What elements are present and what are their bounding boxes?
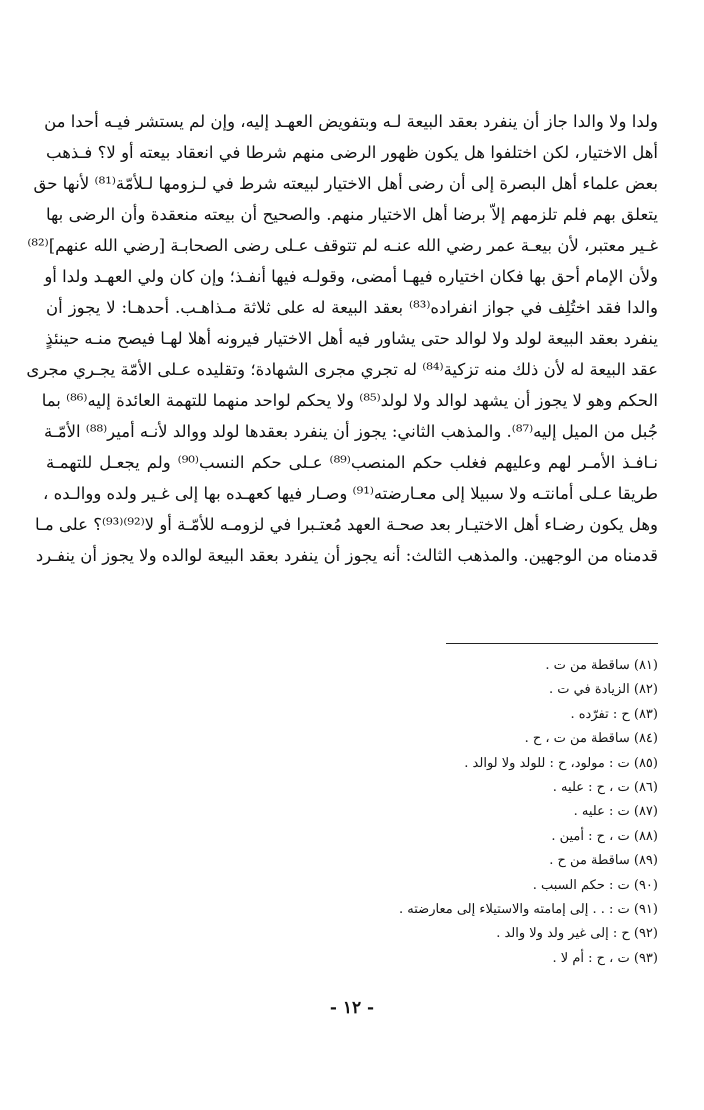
text-line-3: بعض علماء أهل البصرة إلى أن رضى أهل الاختيار لبيعته شرط في لـزومها لـلأمّة⁽⁸¹⁾ لأنها حق (33, 174, 658, 193)
text-line-10: الحكم وهو لا يجوز أن يشهد لوالد ولا لولد⁽⁸⁵⁾ ولا يحكم لواحد منهما للتهمة العائدة إليه⁽⁸⁶⁾ بما (41, 391, 658, 410)
footnote-92: (٩٢) ح : إلى غير ولد ولا والد . (496, 926, 658, 942)
text-line-11: جُبل من الميل إليه⁽⁸⁷⁾. والمذهب الثاني: يجوز أن ينفرد بعقدها لولد ووالد لأنـه أمير⁽⁸⁸⁾ الأمّـة (44, 422, 658, 441)
text-line-4: يتعلق بهم فلم تلزمهم إلاّ برضا أهل الاختيار منهم. والصحيح أن بيعته منعقدة وأن الرضى بها (46, 205, 658, 224)
text-line-14: وهل يكون رضـاء أهل الاختيـار بعد صحـة العهد مُعتـبرا في لزومـه للأمّـة أو لا⁽⁹²⁾⁽⁹³⁾؟ على مـا (34, 515, 658, 534)
text-line-2: أهل الاختيار، لكن اختلفوا هل يكون ظهور الرضى منهم شرطا في انعقاد بيعته أو لا؟ فـذهب (46, 143, 658, 162)
footnote-81: (٨١) ساقطة من ت . (545, 658, 658, 673)
footnote-85: (٨٥) ت : مولود، ح : للولد ولا لوالد . (464, 755, 658, 771)
footnote-89: (٨٩) ساقطة من ح . (549, 853, 658, 869)
text-line-13: طريقا عـلى أمانتـه ولا سبيلا إلى معـارضته⁽⁹¹⁾ وصـار فيها كعهـده بها إلى غـير ولده ووالـده ، (43, 484, 658, 503)
footnotes-list (46, 654, 658, 971)
text-line-1: ولدا ولا والدا جاز أن ينفرد بعقد البيعة لـه وبتفويض العهـد إليه، وإن لم يستشر فيـه أحدا من (44, 112, 658, 131)
main-text (26, 106, 659, 571)
text-line-8: ينفرد بعقد البيعة لولد ولا لوالد حتى يشاور فيه أهل الاختيار فيرونه أهلا لهـا فيصح منـه حينئذٍ (45, 329, 658, 348)
footnote-88: (٨٨) ت ، ح : أمين . (551, 828, 658, 844)
footnote-87: (٨٧) ت : عليه . (573, 804, 658, 820)
text-line-6: ولأن الإمام أحق بها فكان اختياره فيهـا أمضى، وقولـه فيها أنفـذ؛ وإن كان ولي العهـد ولدا أو (44, 267, 658, 286)
footnote-91: (٩١) ت : . . إلى إمامته والاستيلاء إلى معارضته . (399, 901, 658, 917)
footnote-82: (٨٢) الزيادة في ت . (549, 682, 658, 698)
footnote-83: (٨٣) ح : تفرّده . (570, 706, 658, 722)
footnote-86: (٨٦) ت ، ح : عليه . (552, 779, 658, 795)
text-line-5: غـير معتبر، لأن بيعـة عمر رضي الله عنـه لم تتوقف عـلى رضى الصحابـة [رضي الله عنهم]⁽⁸²⁾ (27, 236, 658, 255)
footnote-93: (٩٣) ت ، ح : أم لا . (552, 950, 658, 966)
footnote-divider (446, 643, 658, 644)
footnote-90: (٩٠) ت : حكم السبب . (532, 877, 658, 893)
text-line-12: نـافـذ الأمـر لهم وعليهم فغلب حكم المنصب⁽⁸⁹⁾ عـلى حكم النسب⁽⁹⁰⁾ ولم يجعـل للتهمـة (46, 453, 659, 472)
page-number: - ١٢ - (329, 998, 375, 1018)
footnote-84: (٨٤) ساقطة من ت ، ح . (524, 731, 658, 747)
text-line-15: قدمناه من الوجهين. والمذهب الثالث: أنه يجوز أن ينفرد بعقد البيعة لوالده ولا يجوز أن ينفـرد (35, 546, 658, 565)
text-line-7: والدا فقد اختُلِف في جواز انفراده⁽⁸³⁾ بعقد البيعة له على ثلاثة مـذاهـب. أحدهـا: لا يجوز أن (46, 298, 659, 317)
text-line-9: عقد البيعة له لأن ذلك منه تزكية⁽⁸⁴⁾ له تجري مجرى الشهادة؛ وتقليده عـلى الأمّة يجـري مجرى (26, 360, 658, 379)
